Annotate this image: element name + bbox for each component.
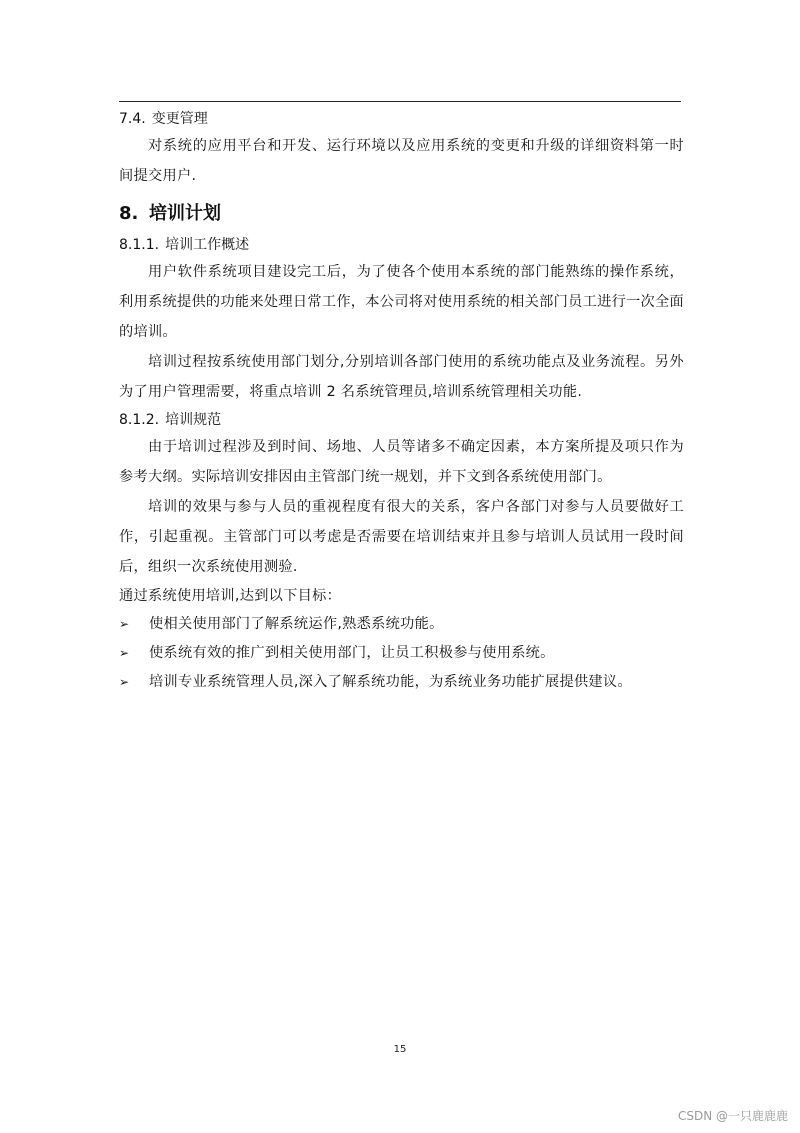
goals-intro: 通过系统使用培训,达到以下目标： — [119, 588, 342, 604]
arrow-bullet-icon: ➢ — [119, 646, 130, 660]
section-number: 8.1.2. — [119, 412, 160, 428]
list-item — [119, 639, 684, 668]
section-title: 变更管理 — [151, 111, 208, 127]
paragraph: 对系统的应用平台和开发、运行环境以及应用系统的变更和升级的详细资料第一时间提交用户. — [119, 138, 684, 184]
document-body — [119, 106, 684, 697]
watermark: CSDN @一只鹿鹿鹿 — [677, 1109, 788, 1123]
section-title: 培训规范 — [165, 412, 222, 428]
page-number: 15 — [393, 1044, 407, 1055]
arrow-bullet-icon: ➢ — [119, 617, 130, 631]
arrow-bullet-icon: ➢ — [119, 675, 130, 689]
paragraph: 培训过程按系统使用部门划分,分别培训各部门使用的系统功能点及业务流程。另外为了用户管理需要，将重点培训 2 名系统管理员,培训系统管理相关功能. — [119, 354, 684, 400]
section-8-1-1-heading — [119, 235, 684, 255]
list-item — [119, 668, 684, 697]
list-item-text: 使相关使用部门了解系统运作,熟悉系统功能。 — [149, 616, 444, 632]
list-item-text: 培训专业系统管理人员,深入了解系统功能，为系统业务功能扩展提供建议。 — [149, 674, 632, 690]
list-item-text: 使系统有效的推广到相关使用部门，让员工积极参与使用系统。 — [149, 645, 555, 661]
section-number: 8. — [119, 203, 139, 224]
header-rule — [119, 101, 681, 102]
section-number: 7.4. — [119, 111, 146, 127]
goals-list — [119, 610, 684, 697]
section-7-4-heading — [119, 109, 684, 129]
paragraph: 由于培训过程涉及到时间、场地、人员等诸多不确定因素，本方案所提及项只作为参考大纲。实际培训安排因由主管部门统一规划，并下文到各系统使用部门。 — [119, 439, 684, 485]
section-title: 培训计划 — [149, 203, 221, 224]
section-8-1-2-heading — [119, 410, 684, 430]
section-8-heading — [119, 201, 684, 227]
section-number: 8.1.1. — [119, 237, 160, 253]
section-title: 培训工作概述 — [165, 237, 250, 253]
paragraph: 培训的效果与参与人员的重视程度有很大的关系，客户各部门对参与人员要做好工作，引起重视。主管部门可以考虑是否需要在培训结束并且参与培训人员试用一段时间后，组织一次系统使用测验. — [119, 499, 684, 575]
list-item — [119, 610, 684, 639]
paragraph: 用户软件系统项目建设完工后，为了使各个使用本系统的部门能熟练的操作系统，利用系统提供的功能来处理日常工作，本公司将对使用系统的相关部门员工进行一次全面的培训。 — [119, 264, 685, 340]
